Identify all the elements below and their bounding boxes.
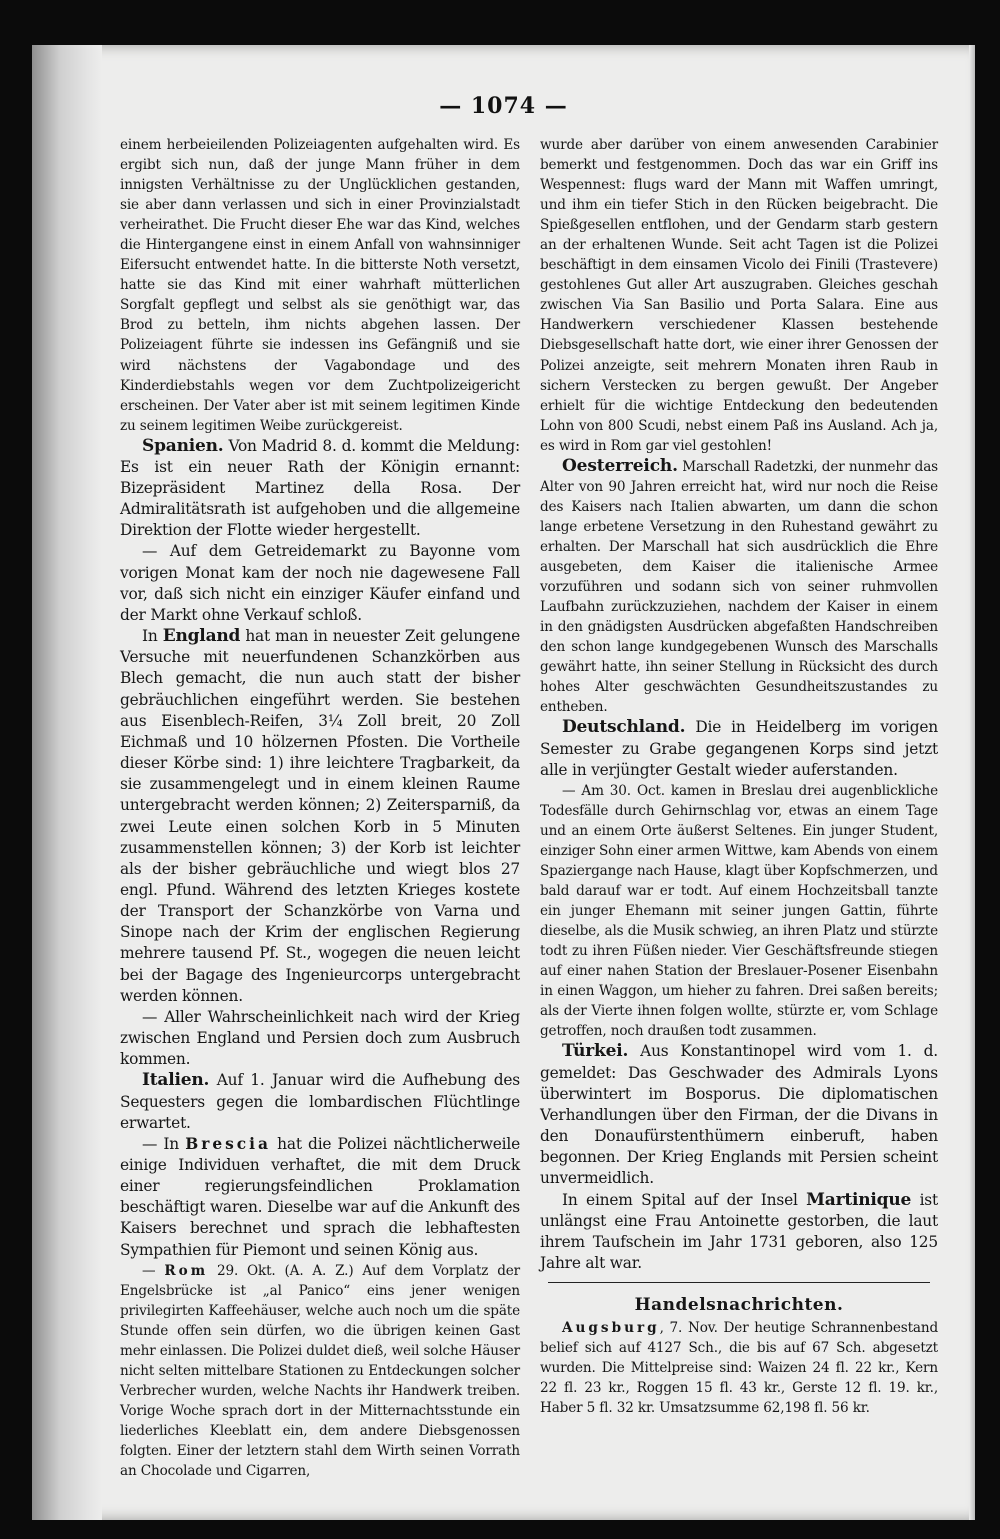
left-column [120, 135, 520, 1481]
article-brescia [120, 1134, 520, 1261]
heading-handelsnachrichten: Handelsnachrichten. [634, 1295, 844, 1316]
rom-prefix: — [142, 1262, 165, 1279]
martinique-prefix: In einem Spital auf der Insel [562, 1190, 807, 1209]
article-breslau: — Am 30. Oct. kamen in Breslau drei augenblickliche Todesfälle durch Gehirnschlag vor, etwas an einem Tage und an einem Orte äußerst Seltenes. Ein junger Student, einziger Sohn einer armen Wittwe, kam Abends von einem Spaziergange nach Hause, klagt über Kopfschmerzen, und bald darauf war er todt. Auf einem Hochzeitsball tanzte ein junger Ehemann mit seiner jungen Gattin, führte dieselbe, als die Musik schwieg, an ihren Platz und stürzte todt zu ihren Füßen nieder. Vier Geschäftsfreunde stiegen auf einer nahen Station der Breslauer-Posener Eisenbahn in einen Waggon, um hieher zu fahren. Drei saßen bereits; als der Vierte ihnen folgen wollte, stürzte er, vom Schlage getroffen, noch draußen todt zusammen. [540, 782, 938, 1040]
newspaper-page [32, 45, 975, 1520]
heading-italien: Italien. [142, 1070, 210, 1091]
article-bayonne: — Auf dem Getreidemarkt zu Bayonne vom vorigen Monat kam der noch nie dagewesene Fall vor, daß sich nicht ein einziger Käufer einfand und der Markt ohne Verkauf schloß. [120, 542, 520, 624]
binding-gutter [32, 45, 102, 1520]
augsburg-text: , 7. Nov. Der heutige Schrannenbestand belief sich auf 4127 Sch., die bis auf 67 Sch. abgesetzt wurden. Die Mittelpreise sind: Waizen 24 fl. 22 kr., Kern 22 fl. 23 kr., Roggen 15 fl. 43 kr., Gerste 12 fl. 19. kr., Haber 5 fl. 32 kr. Umsatzsumme 62,198 fl. 56 kr. [540, 1320, 938, 1417]
deutschland-text: Die in Heidelberg im vorigen Semester zu Grabe gegangenen Korps sind jetzt alle in verjüngter Gestalt wieder auferstanden. [540, 718, 938, 779]
heading-tuerkei: Türkei. [562, 1041, 629, 1062]
article-oesterreich [540, 456, 938, 718]
tuerkei-text: Aus Konstantinopel wird vom 1. d. gemeldet: Das Geschwader des Admirals Lyons überwintert im Bosporus. Die diplomatischen Verhandlungen über den Firman, der die Divans in den Donaufürstenthümern einberuft, haben begonnen. Der Krieg Englands mit Persien scheint unvermeidlich. [540, 1042, 938, 1188]
heading-martinique: Martinique [806, 1189, 912, 1210]
section-divider [548, 1282, 930, 1283]
article-england [120, 626, 520, 1007]
england-text: hat man in neuester Zeit gelungene Versuche mit neuerfundenen Schanzkörben aus Blech gemacht, die nun auch statt der bisher gebräuchlichen eingeführt werden. Sie bestehen aus Eisenblech-Reifen, 3¼ Zoll breit, 20 Zoll Eichmaß und 10 hölzernen Pfosten. Die Vortheile dieser Körbe sind: 1) ihre leichtere Tragbarkeit, da sie zusammengelegt und in einem kleinen Raume untergebracht werden können; 2) Zeitersparniß, da zwei Leute einen solchen Korb in 5 Minuten zusammenstellen können; 3) der Korb ist leichter als der bisher gebräuchliche und wiegt blos 27 engl. Pfund. Während des letzten Krieges kostete der Transport der Schanzkörbe von Varna und Sinope nach der Krim der englischen Regierung mehrere tausend Pf. St., wogegen die neuen leicht bei der Bagage des Ingenieurcorps untergebracht werden können. [120, 627, 520, 1005]
brescia-prefix: — In [142, 1134, 186, 1153]
place-rom: Rom [164, 1262, 209, 1279]
article-italien [120, 1070, 520, 1133]
right-column [540, 135, 938, 1418]
heading-spanien: Spanien. [142, 435, 224, 456]
oesterreich-text: Marschall Radetzki, der nunmehr das Alter von 90 Jahren erreicht hat, wird nur noch die Reise des Kaisers nach Italien abwarten, um dann die schon lange erbetene Versetzung in den Ruhestand gewährt zu erhalten. Der Marschall hat sich ausdrücklich die Ehre ausgebeten, dem Kaiser die italienische Armee vorzuführen und sodann sich von seiner ruhmvollen Laufbahn zurückzuziehen, nachdem der Kaiser in einem in den gnädigsten Ausdrücken abgefaßten Handschreiben den schon lange kundgegebenen Wunsch des Marschalls gewährt hatte, ihn seiner Stellung in Rücksicht des durch hohes Alter geschwächten Gesundheitszustandes zu entheben. [540, 458, 938, 716]
place-brescia: Brescia [185, 1134, 271, 1153]
article-rom [120, 1261, 520, 1482]
italien-text: Auf 1. Januar wird die Aufhebung des Sequesters gegen die lombardischen Flüchtlinge erwartet. [120, 1071, 520, 1132]
england-prefix: In [142, 627, 163, 646]
page-edge [969, 45, 975, 1520]
article-spanien [120, 436, 520, 542]
heading-england: England [162, 626, 241, 647]
article-tuerkei [540, 1041, 938, 1189]
rom-text: 29. Okt. (A. A. Z.) Auf dem Vorplatz der Engelsbrücke ist „al Panico“ eins jener wenigen privilegirten Kaffeehäuser, welche auch noch um die späte Stunde offen sein dürfen, wo die übrigen keinen Gast mehr einlassen. Die Polizei duldet dieß, weil solche Häuser nicht selten mittelbare Stationen zu Entdeckungen solcher Verbrecher wurden, welche Nachts ihr Handwerk treiben. Vorige Woche sprach dort in der Mitternachtsstunde ein liederliches Kleeblatt ein, dem andere Diebsgenossen folgten. Einer der letztern stahl dem Wirth seinen Vorrath an Chocolade und Cigarren, [120, 1262, 520, 1480]
spanien-text: Von Madrid 8. d. kommt die Meldung: Es ist ein neuer Rath der Königin ernannt: Bizepräsident Martinez della Rosa. Der Admiralitätsrath ist aufgehoben und die allgemeine Direktion der Flotte wieder hergestellt. [120, 436, 520, 540]
page-number: — 1074 — [439, 93, 568, 119]
place-augsburg: Augsburg [562, 1320, 660, 1337]
heading-deutschland: Deutschland. [562, 717, 686, 738]
article-continuation: einem herbeieilenden Polizeiagenten aufgehalten wird. Es ergibt sich nun, daß der junge Mann früher in dem innigsten Verhältnisse zu der Unglücklichen gestanden, sie aber dann verlassen und sich in einer Provinzialstadt verheirathet. Die Frucht dieser Ehe war das Kind, welches die Hintergangene einst in einem Anfall von wahnsinniger Eifersucht entwendet hatte. In die bitterste Noth versetzt, hatte sie das Kind mit einer wahrhaft mütterlichen Sorgfalt gepflegt und selbst als sie genöthigt war, das Brod zu betteln, ihm nichts abgehen lassen. Der Polizeiagent führte sie indessen ins Gefängniß und sie wird nächstens der Vagabondage und des Kinderdiebstahls wegen vor dem Zuchtpolizeigericht erscheinen. Der Vater aber ist mit seinem legitimen Kinde zu seinem legitimen Weibe zurückgereist. [120, 137, 520, 434]
article-augsburg [540, 1318, 938, 1418]
article-martinique [540, 1190, 938, 1275]
heading-oesterreich: Oesterreich. [562, 455, 678, 476]
martinique-text: ist unlängst eine Frau Antoinette gestorben, die laut ihrem Taufschein im Jahr 1731 geboren, also 125 Jahre alt war. [540, 1190, 938, 1272]
rom-continuation: wurde aber darüber von einem anwesenden Carabinier bemerkt und festgenommen. Doch das war ein Griff ins Wespennest: flugs ward der Mann mit Waffen umringt, und ihm ein tiefer Stich in den Rücken beigebracht. Die Spießgesellen entflohen, und der Gendarm starb gestern an der erhaltenen Wunde. Seit acht Tagen ist die Polizei beschäftigt in dem einsamen Vicolo dei Finili (Trastevere) gestohlenes Gut aller Art auszugraben. Gleiches geschah zwischen Via San Basilio und Porta Salara. Eine aus Handwerkern verschiedener Klassen bestehende Diebsgesellschaft hatte dort, wie einer ihrer Genossen der Polizei anzeigte, seit mehrern Monaten ihren Raub in sichern Verstecken zu bergen gewußt. Der Angeber erhielt für die wichtige Entdeckung den bedeutenden Lohn von 800 Scudi, nebst einem Paß ins Ausland. Ach ja, es wird in Rom gar viel gestohlen! [540, 137, 938, 454]
article-deutschland [540, 717, 938, 780]
article-krieg-persien: — Aller Wahrscheinlichkeit nach wird der Krieg zwischen England und Persien doch zum Ausbruch kommen. [120, 1007, 520, 1069]
brescia-text: hat die Polizei nächtlicherweile einige Individuen verhaftet, die mit dem Druck einer regierungsfeindlichen Proklamation beschäftigt waren. Dieselbe war auf die Ankunft des Kaisers berechnet und sprach die lebhaftesten Sympathien für Piemont und seinen König aus. [120, 1134, 520, 1259]
